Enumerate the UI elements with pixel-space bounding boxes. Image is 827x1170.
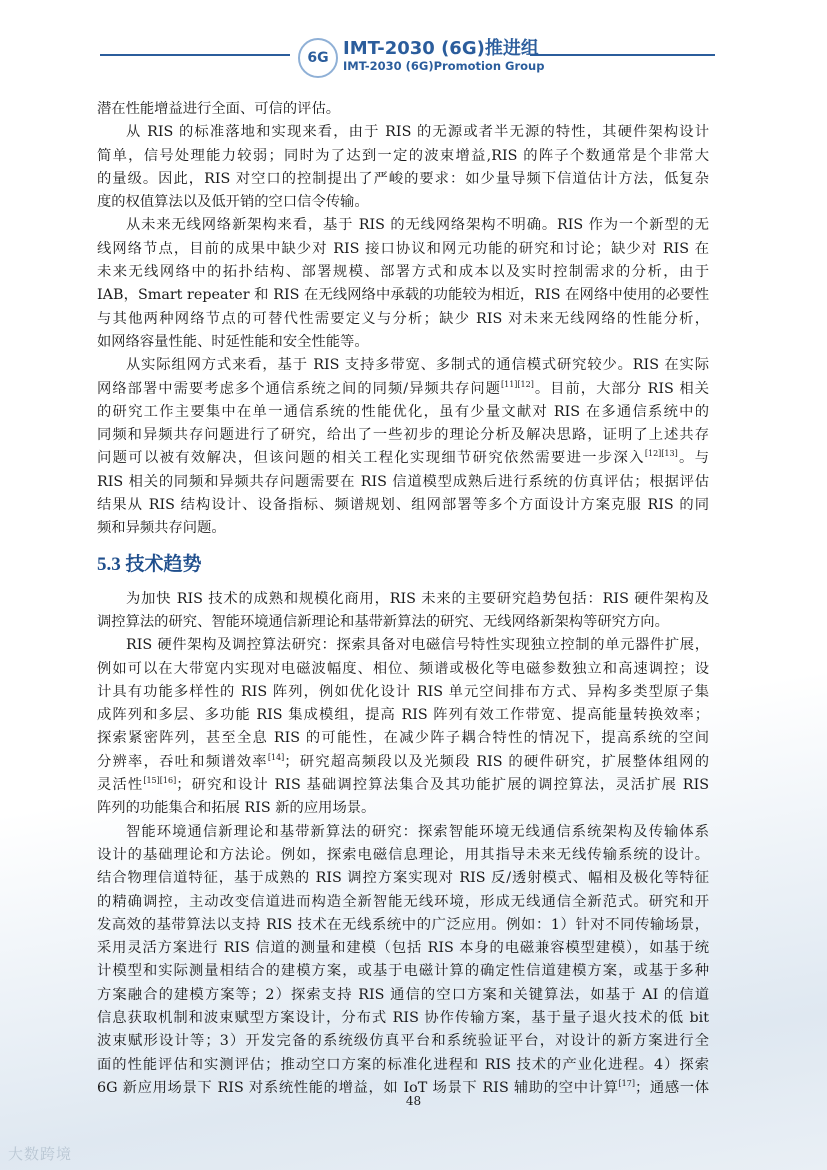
text-line bbox=[97, 751, 709, 774]
text-line: 从实际组网方式来看，基于 RIS 支持多带宽、多制式的通信模式研究较少。RIS 在实际 bbox=[126, 357, 709, 374]
paragraph bbox=[97, 634, 709, 820]
text-line bbox=[97, 447, 709, 470]
text-line: 智能环境通信新理论和基带新算法的研究：探索智能环境无线通信系统架构及传输体系 bbox=[126, 823, 709, 840]
text-line: 的量级。因此，RIS 对空口的控制提出了严峻的要求：如少量导频下信道估计方法，低复杂 bbox=[97, 170, 709, 187]
text-line: 计具有功能多样性的 RIS 阵列，例如优化设计 RIS 单元空间排布方式、异构多类型原子集 bbox=[97, 683, 709, 700]
text-line: 方案融合的建模方案等；2）探索支持 RIS 通信的空口方案和关键算法，如基于 AI 的信道 bbox=[97, 986, 709, 1003]
watermark: 大数跨境 bbox=[8, 1145, 73, 1163]
document-body bbox=[97, 98, 709, 1100]
text-line: 例如可以在大带宽内实现对电磁波幅度、相位、频谱或极化等电磁参数独立和高速调控；设 bbox=[97, 660, 709, 677]
text-line bbox=[97, 774, 709, 797]
text-segment: 网络部署中需要考虑多个通信系统之间的同频/异频共存问题 bbox=[97, 380, 501, 397]
text-line: 如网络容量性能、时延性能和安全性能等。 bbox=[97, 333, 369, 350]
text-line: 信息获取机制和波束赋型方案设计，分布式 RIS 协作传输方案，基于量子退火技术的低 bit bbox=[97, 1009, 709, 1026]
header-brand bbox=[343, 38, 544, 73]
header-rule-right bbox=[530, 54, 715, 56]
text-line: 简单，信号处理能力较弱；同时为了达到一定的波束增益,RIS 的阵子个数通常是个非常大 bbox=[97, 147, 709, 164]
text-line: 的精确调控，主动改变信道进而构造全新智能无线环境，形成无线通信全新范式。研究和开 bbox=[97, 893, 709, 910]
paragraph bbox=[97, 98, 709, 121]
text-line: 度的权值算法以及低开销的空口信令传输。 bbox=[97, 194, 369, 211]
text-line: IAB，Smart repeater 和 RIS 在无线网络中承载的功能较为相近，RIS 在网络中使用的必要性 bbox=[97, 287, 709, 304]
text-line: 采用灵活方案进行 RIS 信道的测量和建模（包括 RIS 本身的电磁兼容模型建模），如基于统 bbox=[97, 940, 709, 957]
citation: [11][12] bbox=[501, 379, 534, 389]
text-line: 成阵列和多层、多功能 RIS 集成模组，提高 RIS 阵列有效工作带宽、提高能量转换效率； bbox=[97, 707, 709, 724]
text-segment: 6G 新应用场景下 RIS 对系统性能的增益，如 IoT 场景下 RIS 辅助的空中计算 bbox=[97, 1079, 619, 1096]
paragraph bbox=[97, 121, 709, 214]
brand-title: IMT-2030 (6G)推进组 bbox=[343, 38, 539, 59]
text-segment: ；研究超高频段以及光频段 RIS 的硬件研究，扩展整体组网的 bbox=[284, 753, 710, 770]
text-segment: 分辨率，吞吐和频谱效率 bbox=[97, 753, 268, 770]
text-line: 计模型和实际测量相结合的建模方案，或基于电磁计算的确定性信道建模方案，或基于多种 bbox=[97, 963, 709, 980]
text-line: 与其他两种网络节点的可替代性需要定义与分析；缺少 RIS 对未来无线网络的性能分析， bbox=[97, 310, 709, 327]
section-heading: 5.3 技术趋势 bbox=[97, 553, 202, 575]
text-line: 结合物理信道特征，基于成熟的 RIS 调控方案实现对 RIS 反/透射模式、幅相及极化等特征 bbox=[97, 870, 709, 887]
header-rule-left bbox=[100, 54, 290, 56]
text-line: 波束赋形设计等；3）开发完备的系统级仿真平台和系统验证平台，对设计的新方案进行全 bbox=[97, 1033, 709, 1050]
paragraph bbox=[97, 214, 709, 354]
text-segment: 问题可以被有效解决，但该问题的相关工程化实现细节研究依然需要进一步深入 bbox=[97, 450, 645, 467]
text-segment: 。目前，大部分 RIS 相关 bbox=[533, 380, 709, 397]
text-segment: ；研究和设计 RIS 基础调控算法集合及其功能扩展的调控算法，灵活扩展 RIS bbox=[176, 777, 710, 794]
text-line bbox=[97, 378, 709, 401]
text-line: RIS 相关的同频和异频共存问题需要在 RIS 信道模型成熟后进行系统的仿真评估；根据评估 bbox=[97, 473, 709, 490]
text-line: 调控算法的研究、智能环境通信新理论和基带新算法的研究、无线网络新架构等研究方向。 bbox=[97, 613, 669, 630]
text-line: 探索紧密阵列，甚至全息 RIS 的可能性，在减少阵子耦合特性的情况下，提高系统的空间 bbox=[97, 730, 709, 747]
text-line: 从 RIS 的标准落地和实现来看，由于 RIS 的无源或者半无源的特性，其硬件架构设计 bbox=[126, 124, 709, 141]
paragraph bbox=[97, 821, 709, 1101]
paragraph bbox=[97, 354, 709, 540]
text-line: 未来无线网络中的拓扑结构、部署规模、部署方式和成本以及实时控制需求的分析，由于 bbox=[97, 264, 709, 281]
text-line: 发高效的基带算法以支持 RIS 技术在无线系统中的广泛应用。例如：1）针对不同传输场景， bbox=[97, 916, 709, 933]
text-line: 面的性能评估和实测评估；推动空口方案的标准化进程和 RIS 技术的产业化进程。4）探索 bbox=[97, 1056, 709, 1073]
text-segment: 灵活性 bbox=[97, 777, 144, 794]
text-line: RIS 硬件架构及调控算法研究：探索具备对电磁信号特性实现独立控制的单元器件扩展， bbox=[126, 637, 709, 654]
text-line: 潜在性能增益进行全面、可信的评估。 bbox=[97, 101, 341, 117]
6g-logo-icon bbox=[298, 38, 338, 78]
text-line: 为加快 RIS 技术的成熟和规模化商用，RIS 未来的主要研究趋势包括：RIS 硬件架构及 bbox=[126, 590, 709, 607]
text-segment: ；通感一体 bbox=[634, 1079, 709, 1096]
text-line: 设计的基础理论和方法论。例如，探索电磁信息理论，用其指导未来无线传输系统的设计。 bbox=[97, 846, 709, 863]
text-line: 同频和异频共存问题进行了研究，给出了一些初步的理论分析及解决思路，证明了上述共存 bbox=[97, 427, 709, 444]
text-line: 阵列的功能集合和拓展 RIS 新的应用场景。 bbox=[97, 800, 376, 817]
citation: [14] bbox=[267, 752, 285, 762]
text-line: 频和异频共存问题。 bbox=[97, 520, 226, 537]
text-line: 从未来无线网络新架构来看，基于 RIS 的无线网络架构不明确。RIS 作为一个新型的无 bbox=[126, 217, 709, 234]
citation: [12][13] bbox=[644, 449, 678, 459]
text-line: 线网络节点，目前的成果中缺少对 RIS 接口协议和网元功能的研究和讨论；缺少对 RIS 在 bbox=[97, 240, 709, 257]
text-line: 结果从 RIS 结构设计、设备指标、频谱规划、组网部署等多个方面设计方案克服 RIS 的同 bbox=[97, 497, 709, 514]
text-segment: 。与 bbox=[677, 450, 710, 467]
paragraph bbox=[97, 588, 709, 635]
text-line: 的研究工作主要集中在单一通信系统的性能优化，虽有少量文献对 RIS 在多通信系统中的 bbox=[97, 403, 709, 420]
logo-text: 6G bbox=[307, 50, 329, 66]
citation: [15][16] bbox=[143, 776, 177, 786]
page-number: 48 bbox=[405, 1094, 422, 1108]
citation: [17] bbox=[618, 1078, 635, 1088]
brand-subtitle: IMT-2030 (6G)Promotion Group bbox=[343, 59, 545, 73]
